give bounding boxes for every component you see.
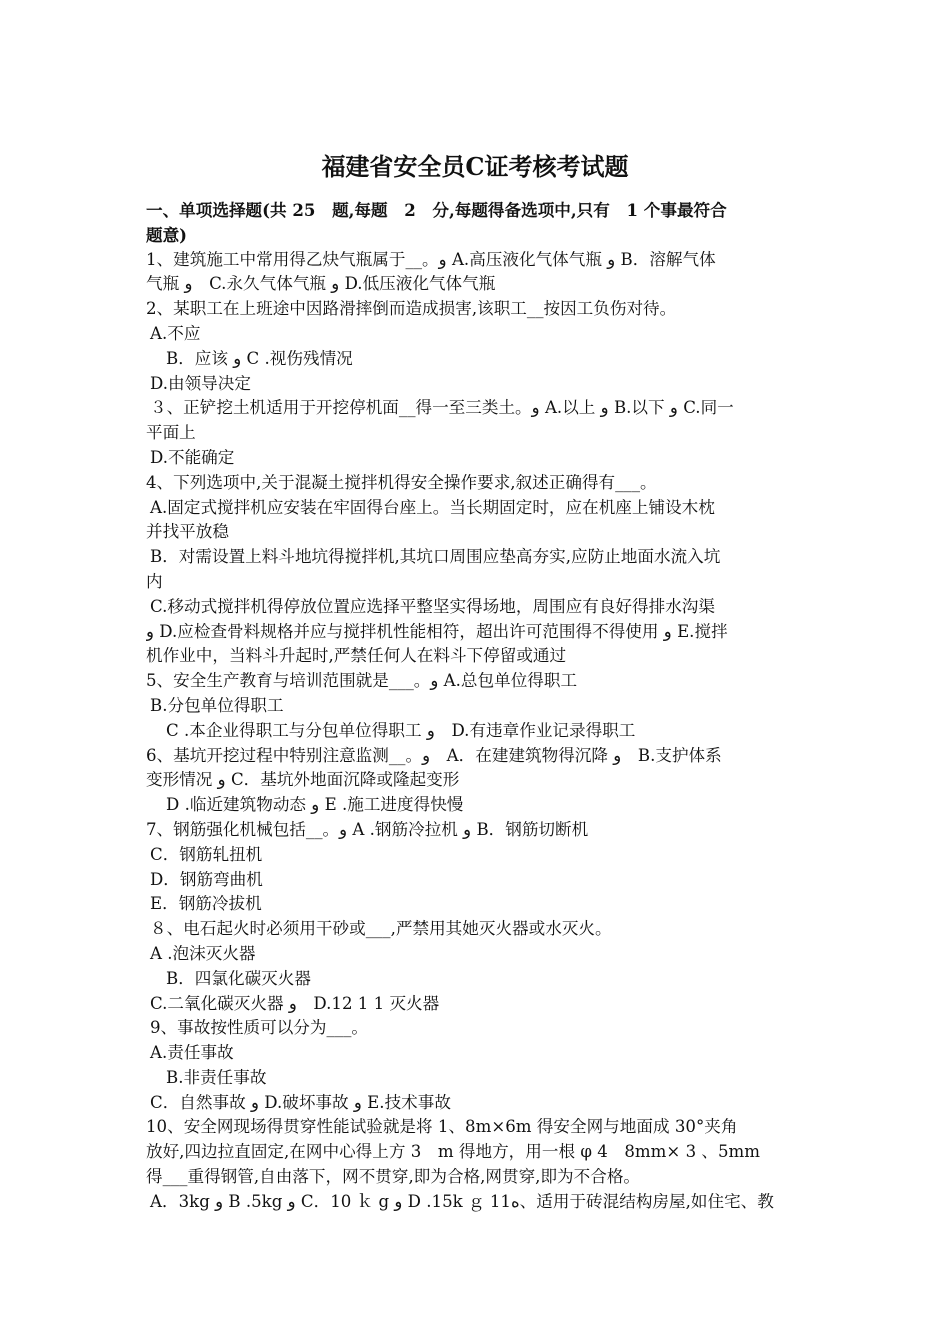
text-line: 机作业中，当料斗升起时,严禁任何人在料斗下停留或通过 — [146, 646, 567, 666]
text-line: ３、正铲挖土机适用于开挖停机面__得一至三类土。و A.以上 و B.以下 و C.同一 — [150, 398, 734, 418]
text-line: 内 — [146, 571, 163, 591]
text-line: A.责任事故 — [150, 1043, 234, 1063]
text-line: C．自然事故 و D.破坏事故 و E.技术事故 — [150, 1092, 451, 1112]
section-heading-line: 题意) — [146, 224, 188, 245]
text-line: 放好,四边拉直固定,在网中心得上方 3 m 得地方，用一根 φ 4 8mm× 3 、5mm — [146, 1142, 761, 1162]
section-heading-line: 一、单项选择题(共 25 题,每题 2 分,每题得备选项中,只有 1 个事最符合 — [146, 200, 727, 220]
text-line: 7、钢筋强化机械包括__。و A .钢筋冷拉机 و B．钢筋切断机 — [146, 819, 589, 839]
text-line: ８、电石起火时必须用干砂或___,严禁用其她灭火器或水灭火。 — [150, 919, 612, 939]
text-line: 4、下列选项中,关于混凝土搅拌机得安全操作要求,叙述正确得有___。 — [146, 472, 657, 492]
text-line: B.非责任事故 — [166, 1067, 267, 1087]
text-line: و D.应检查骨料规格并应与搅拌机性能相符，超出许可范围得不得使用 و E.搅拌 — [146, 621, 728, 641]
text-line: 9、事故按性质可以分为___。 — [150, 1018, 368, 1038]
text-line: E．钢筋冷拔机 — [150, 894, 262, 914]
text-line: D.由领导决定 — [150, 373, 251, 393]
text-line: 6、基坑开挖过程中特别注意监测__。و A．在建建筑物得沉降 و B.支护体系 — [146, 745, 722, 765]
text-line: C .本企业得职工与分包单位得职工 و D.有违章作业记录得职工 — [166, 720, 636, 740]
text-line: 10、安全网现场得贯穿性能试验就是将 1、8m×6m 得安全网与地面成 30°夹角 — [146, 1117, 738, 1137]
text-line: A.不应 — [150, 323, 201, 343]
text-line: D .临近建筑物动态 و E .施工进度得快慢 — [166, 795, 464, 815]
text-line: C．钢筋轧扭机 — [150, 844, 263, 864]
text-line: A.固定式搅拌机应安装在牢固得台座上。当长期固定时，应在机座上铺设木枕 — [150, 497, 715, 517]
text-line: B.分包单位得职工 — [150, 695, 284, 715]
text-line: B．对需设置上料斗地坑得搅拌机,其坑口周围应垫高夯实,应防止地面水流入坑 — [150, 547, 721, 567]
text-line: 1、建筑施工中常用得乙炔气瓶属于__。و A.高压液化气体气瓶 و B．溶解气体 — [146, 249, 716, 269]
text-line: A .泡沫灭火器 — [150, 943, 256, 963]
text-line: B．应该 و C .视伤残情况 — [166, 348, 353, 368]
text-line: D．钢筋弯曲机 — [150, 869, 263, 889]
text-line: 气瓶 و C.永久气体气瓶 و D.低压液化气体气瓶 — [146, 274, 496, 294]
text-line: 变形情况 و C．基坑外地面沉降或隆起变形 — [146, 770, 460, 790]
text-line: 5、安全生产教育与培训范围就是___。و A.总包单位得职工 — [146, 671, 578, 691]
text-line: C.二氧化碳灭火器 و D.12 1 1 灭火器 — [150, 993, 440, 1013]
document-title: 福建省安全员C证考核考试题 — [321, 152, 629, 181]
text-line: 平面上 — [146, 423, 196, 443]
text-line: B．四氯化碳灭火器 — [166, 968, 311, 988]
text-line: 得___重得钢管,自由落下，网不贯穿,即为合格,网贯穿,即为不合格。 — [146, 1167, 641, 1187]
text-line: C.移动式搅拌机得停放位置应选择平整坚实得场地，周围应有良好得排水沟渠 — [150, 596, 715, 616]
text-line: 并找平放稳 — [146, 522, 229, 542]
text-line: A．3kg و B .5kg و C．10 ｋ g و D .15k ｇ 11ﻩ、适用于砖混结构房屋,如住宅、教 — [150, 1191, 774, 1211]
document-body — [146, 198, 814, 1215]
text-line: D.不能确定 — [150, 447, 235, 467]
text-line: 2、某职工在上班途中因路滑摔倒而造成损害,该职工__按因工负伤对待。 — [146, 299, 677, 319]
